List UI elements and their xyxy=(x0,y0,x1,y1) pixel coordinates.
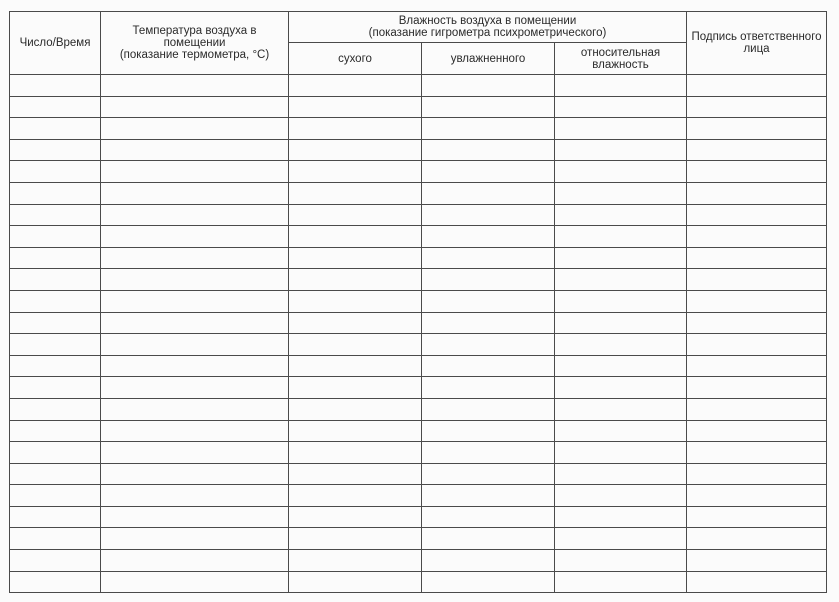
wet-cell xyxy=(422,204,555,226)
temperature-cell xyxy=(101,377,289,399)
date-time-cell xyxy=(10,420,101,442)
table-row xyxy=(10,139,827,161)
signature-cell xyxy=(687,312,827,334)
relative-humidity-cell xyxy=(555,398,687,420)
dry-cell xyxy=(289,161,422,183)
temperature-cell xyxy=(101,398,289,420)
dry-cell xyxy=(289,204,422,226)
header-signature-label: Подпись ответственного лица xyxy=(691,31,822,55)
signature-cell xyxy=(687,550,827,572)
table-row xyxy=(10,269,827,291)
table-row xyxy=(10,312,827,334)
header-relative-line1: относительная xyxy=(580,46,661,59)
header-humidity-subtitle: (показание гигрометра психрометрического) xyxy=(368,27,607,39)
table-row xyxy=(10,75,827,97)
header-date-time-label: Число/Время xyxy=(19,37,91,49)
temperature-cell xyxy=(101,75,289,97)
header-date-time xyxy=(10,12,101,75)
date-time-cell xyxy=(10,528,101,550)
signature-cell xyxy=(687,420,827,442)
temperature-cell xyxy=(101,139,289,161)
dry-cell xyxy=(289,312,422,334)
wet-cell xyxy=(422,139,555,161)
wet-cell xyxy=(422,485,555,507)
log-table-body xyxy=(10,75,827,593)
table-row xyxy=(10,571,827,593)
dry-cell xyxy=(289,571,422,593)
header-relative-line2: влажность xyxy=(592,58,649,71)
relative-humidity-cell xyxy=(555,204,687,226)
table-row xyxy=(10,161,827,183)
temperature-cell xyxy=(101,182,289,204)
date-time-cell xyxy=(10,355,101,377)
relative-humidity-cell xyxy=(555,334,687,356)
wet-cell xyxy=(422,247,555,269)
signature-cell xyxy=(687,182,827,204)
temperature-cell xyxy=(101,290,289,312)
wet-cell xyxy=(422,96,555,118)
relative-humidity-cell xyxy=(555,506,687,528)
relative-humidity-cell xyxy=(555,139,687,161)
table-row xyxy=(10,377,827,399)
wet-cell xyxy=(422,528,555,550)
table-row xyxy=(10,463,827,485)
temperature-cell xyxy=(101,420,289,442)
relative-humidity-cell xyxy=(555,226,687,248)
date-time-cell xyxy=(10,161,101,183)
wet-cell xyxy=(422,571,555,593)
signature-cell xyxy=(687,571,827,593)
table-row xyxy=(10,420,827,442)
date-time-cell xyxy=(10,247,101,269)
dry-cell xyxy=(289,182,422,204)
temperature-cell xyxy=(101,463,289,485)
dry-cell xyxy=(289,506,422,528)
signature-cell xyxy=(687,334,827,356)
header-wet-label: увлажненного xyxy=(450,52,526,65)
table-row xyxy=(10,550,827,572)
relative-humidity-cell xyxy=(555,377,687,399)
temperature-cell xyxy=(101,442,289,464)
wet-cell xyxy=(422,398,555,420)
table-row xyxy=(10,506,827,528)
header-temperature-title: Температура воздуха в помещении xyxy=(132,25,257,49)
date-time-cell xyxy=(10,463,101,485)
table-row xyxy=(10,118,827,140)
temperature-cell xyxy=(101,118,289,140)
dry-cell xyxy=(289,269,422,291)
wet-cell xyxy=(422,182,555,204)
wet-cell xyxy=(422,290,555,312)
header-temperature-subtitle: (показание термометра, °С) xyxy=(119,49,270,61)
header-humidity-group xyxy=(289,12,687,43)
wet-cell xyxy=(422,463,555,485)
relative-humidity-cell xyxy=(555,485,687,507)
temperature-cell xyxy=(101,161,289,183)
relative-humidity-cell xyxy=(555,269,687,291)
wet-cell xyxy=(422,550,555,572)
relative-humidity-cell xyxy=(555,96,687,118)
wet-cell xyxy=(422,442,555,464)
relative-humidity-cell xyxy=(555,118,687,140)
date-time-cell xyxy=(10,118,101,140)
temperature-cell xyxy=(101,204,289,226)
temperature-cell xyxy=(101,550,289,572)
table-row xyxy=(10,442,827,464)
signature-cell xyxy=(687,463,827,485)
wet-cell xyxy=(422,118,555,140)
signature-cell xyxy=(687,485,827,507)
date-time-cell xyxy=(10,226,101,248)
table-row xyxy=(10,290,827,312)
header-dry-label: сухого xyxy=(338,52,372,65)
date-time-cell xyxy=(10,204,101,226)
temperature-cell xyxy=(101,247,289,269)
relative-humidity-cell xyxy=(555,312,687,334)
header-dry xyxy=(289,43,422,75)
temperature-cell xyxy=(101,226,289,248)
temperature-cell xyxy=(101,269,289,291)
table-row xyxy=(10,182,827,204)
temperature-cell xyxy=(101,96,289,118)
header-temperature xyxy=(101,12,289,75)
dry-cell xyxy=(289,398,422,420)
signature-cell xyxy=(687,506,827,528)
wet-cell xyxy=(422,420,555,442)
relative-humidity-cell xyxy=(555,290,687,312)
dry-cell xyxy=(289,550,422,572)
temperature-cell xyxy=(101,528,289,550)
signature-cell xyxy=(687,398,827,420)
signature-cell xyxy=(687,118,827,140)
date-time-cell xyxy=(10,506,101,528)
relative-humidity-cell xyxy=(555,182,687,204)
relative-humidity-cell xyxy=(555,161,687,183)
date-time-cell xyxy=(10,182,101,204)
relative-humidity-cell xyxy=(555,463,687,485)
dry-cell xyxy=(289,442,422,464)
table-row xyxy=(10,247,827,269)
date-time-cell xyxy=(10,571,101,593)
dry-cell xyxy=(289,485,422,507)
header-relative-humidity xyxy=(555,43,687,75)
table-row xyxy=(10,226,827,248)
relative-humidity-cell xyxy=(555,355,687,377)
date-time-cell xyxy=(10,550,101,572)
relative-humidity-cell xyxy=(555,571,687,593)
temperature-cell xyxy=(101,355,289,377)
table-row xyxy=(10,398,827,420)
wet-cell xyxy=(422,377,555,399)
relative-humidity-cell xyxy=(555,528,687,550)
temperature-cell xyxy=(101,312,289,334)
signature-cell xyxy=(687,528,827,550)
date-time-cell xyxy=(10,96,101,118)
dry-cell xyxy=(289,420,422,442)
wet-cell xyxy=(422,161,555,183)
humidity-temperature-log-table xyxy=(9,11,827,593)
date-time-cell xyxy=(10,269,101,291)
dry-cell xyxy=(289,355,422,377)
header-humidity-title: Влажность воздуха в помещении xyxy=(398,15,577,27)
wet-cell xyxy=(422,312,555,334)
wet-cell xyxy=(422,355,555,377)
signature-cell xyxy=(687,442,827,464)
header-signature xyxy=(687,12,827,75)
table-row xyxy=(10,96,827,118)
signature-cell xyxy=(687,161,827,183)
dry-cell xyxy=(289,139,422,161)
temperature-cell xyxy=(101,571,289,593)
signature-cell xyxy=(687,204,827,226)
temperature-cell xyxy=(101,334,289,356)
table-row xyxy=(10,355,827,377)
dry-cell xyxy=(289,75,422,97)
date-time-cell xyxy=(10,377,101,399)
dry-cell xyxy=(289,226,422,248)
dry-cell xyxy=(289,96,422,118)
dry-cell xyxy=(289,118,422,140)
date-time-cell xyxy=(10,290,101,312)
dry-cell xyxy=(289,463,422,485)
signature-cell xyxy=(687,355,827,377)
relative-humidity-cell xyxy=(555,550,687,572)
header-wet xyxy=(422,43,555,75)
date-time-cell xyxy=(10,75,101,97)
dry-cell xyxy=(289,290,422,312)
wet-cell xyxy=(422,334,555,356)
signature-cell xyxy=(687,226,827,248)
table-row xyxy=(10,485,827,507)
dry-cell xyxy=(289,377,422,399)
date-time-cell xyxy=(10,398,101,420)
date-time-cell xyxy=(10,312,101,334)
date-time-cell xyxy=(10,334,101,356)
wet-cell xyxy=(422,269,555,291)
relative-humidity-cell xyxy=(555,75,687,97)
temperature-cell xyxy=(101,485,289,507)
dry-cell xyxy=(289,528,422,550)
signature-cell xyxy=(687,96,827,118)
table-row xyxy=(10,204,827,226)
date-time-cell xyxy=(10,485,101,507)
dry-cell xyxy=(289,334,422,356)
signature-cell xyxy=(687,269,827,291)
header-row-top xyxy=(10,12,827,43)
temperature-cell xyxy=(101,506,289,528)
dry-cell xyxy=(289,247,422,269)
wet-cell xyxy=(422,75,555,97)
signature-cell xyxy=(687,139,827,161)
signature-cell xyxy=(687,75,827,97)
relative-humidity-cell xyxy=(555,247,687,269)
signature-cell xyxy=(687,377,827,399)
wet-cell xyxy=(422,506,555,528)
relative-humidity-cell xyxy=(555,442,687,464)
date-time-cell xyxy=(10,442,101,464)
date-time-cell xyxy=(10,139,101,161)
table-row xyxy=(10,528,827,550)
table-row xyxy=(10,334,827,356)
wet-cell xyxy=(422,226,555,248)
signature-cell xyxy=(687,290,827,312)
signature-cell xyxy=(687,247,827,269)
relative-humidity-cell xyxy=(555,420,687,442)
